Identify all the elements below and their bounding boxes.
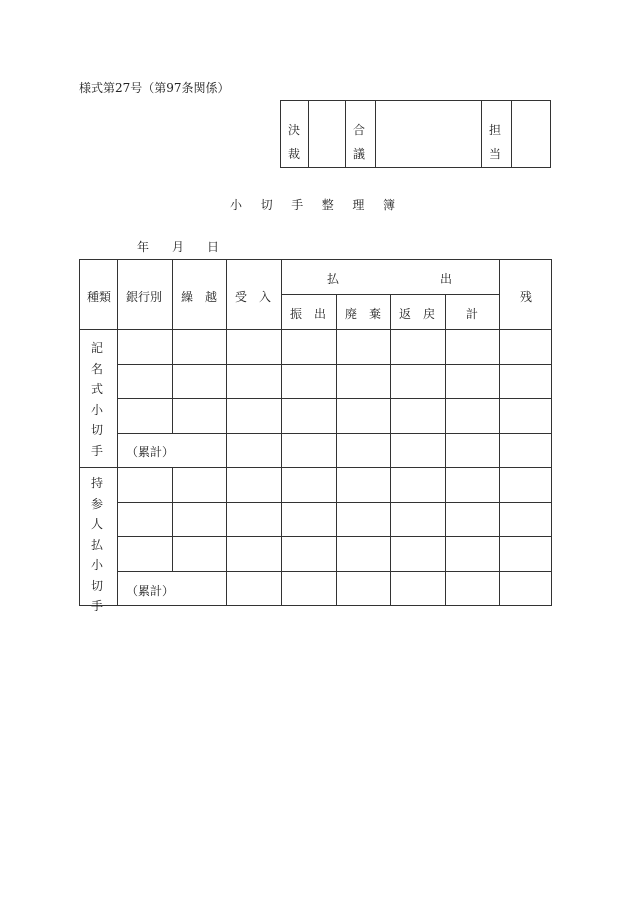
header-payout-left: 払 (327, 272, 340, 286)
header-balance: 残 (520, 290, 533, 304)
approval-consultation-stamp[interactable] (376, 101, 481, 167)
header-payout-right: 出 (440, 272, 453, 286)
section-bearer-check-label: 持 参 人 払 小 切 手 (90, 476, 103, 613)
date-year: 年 (137, 240, 150, 254)
header-receive: 受 入 (235, 290, 272, 304)
header-type: 種類 (87, 290, 112, 304)
approval-box (280, 100, 551, 168)
approval-decision-stamp[interactable] (309, 101, 345, 167)
section-named-cumulative: （累計） (126, 445, 175, 459)
date-day: 日 (206, 240, 219, 254)
approval-in-charge-label: 担 当 (488, 123, 501, 161)
section-bearer-cumulative: （累計） (126, 584, 175, 598)
header-bank: 銀行別 (126, 290, 163, 304)
section-named-check-label: 記 名 式 小 切 手 (90, 341, 103, 458)
form-label: 様式第27号（第97条関係） (79, 81, 230, 95)
approval-decision-label: 決 裁 (287, 123, 300, 161)
ledger-table (79, 259, 552, 613)
page-title: 小 切 手 整 理 簿 (230, 198, 395, 212)
header-transfer: 振 出 (290, 307, 327, 321)
approval-in-charge-stamp[interactable] (512, 101, 550, 167)
date-line (137, 238, 219, 255)
date-month: 月 (171, 240, 184, 254)
approval-consultation-label: 合 議 (352, 123, 365, 161)
header-discard: 廃 棄 (345, 307, 382, 321)
header-carry: 繰 越 (181, 290, 218, 304)
header-return: 返 戻 (399, 307, 436, 321)
header-total: 計 (466, 307, 479, 321)
